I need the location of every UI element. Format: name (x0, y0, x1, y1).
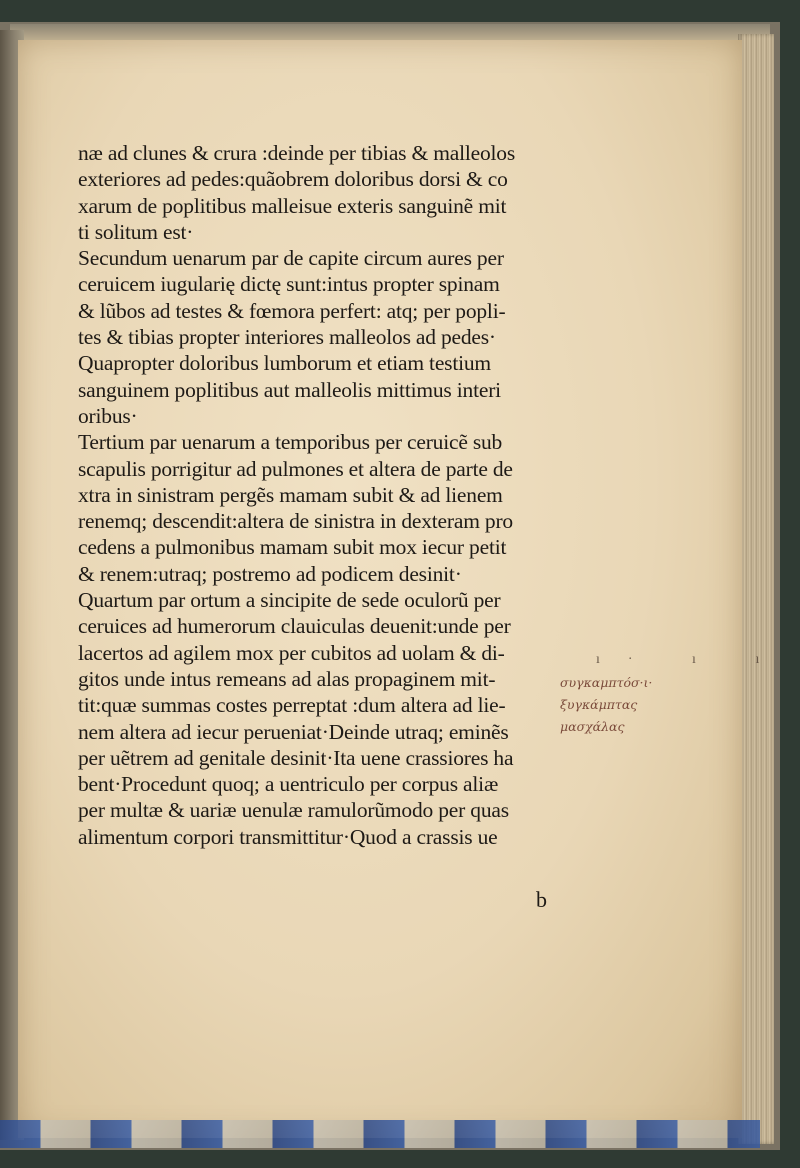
marginal-note-line: μασχάλας (560, 719, 625, 734)
text-line: gitos unde intus remeans ad alas propaginem mit- (78, 666, 496, 691)
text-line: ceruicem iugularię dictę sunt:intus propter spinam (78, 272, 500, 297)
text-line: tit:quæ summas costes perreptat :dum altera ad lie- (78, 693, 506, 718)
color-calibration-strip (0, 1120, 760, 1148)
text-line: xarum de poplitibus malleisue exteris sanguinẽ mit (78, 193, 507, 218)
text-line: næ ad clunes & crura :deinde per tibias & malleolos (78, 141, 515, 165)
text-line: Secundum uenarum par de capite circum aures per (78, 246, 504, 271)
text-line: ti solitum est· (78, 219, 194, 244)
text-line: nem altera ad iecur perueniat·Deinde utraq; eminẽs (78, 719, 509, 744)
text-line: lacertos ad agilem mox per cubitos ad uolam & di- (78, 640, 505, 665)
text-line: tes & tibias propter interiores malleolos ad pedes· (78, 325, 496, 350)
greek-marginal-annotation (560, 672, 700, 738)
text-line: sanguinem poplitibus aut malleolis mittimus interi (78, 377, 501, 402)
text-line: ceruices ad humerorum clauiculas deuenit:unde per (78, 614, 511, 639)
marginal-note-line: συγκαμπτόσ·ι· (560, 675, 653, 690)
book-fore-edge (738, 34, 774, 1144)
catchword: b (536, 887, 547, 912)
text-line: & lũbos ad testes & fœmora perfert: atq; per popli- (78, 298, 506, 323)
text-line: oribus· (78, 403, 138, 428)
text-line: alimentum corpori transmittitur·Quod a crassis ue (78, 824, 498, 849)
text-line: Tertium par uenarum a temporibus per ceruicẽ sub (78, 430, 503, 455)
text-line: cedens a pulmonibus mamam subit mox iecur petit (78, 535, 507, 560)
text-line: Quartum par ortum a sincipite de sede oculorũ per (78, 588, 501, 613)
text-line: renemq; descendit:altera de sinistra in dexteram pro (78, 509, 513, 534)
text-line: per uẽtrem ad genitale desinit·Ita uene crassiores ha (78, 745, 514, 770)
text-line: exteriores ad pedes:quãobrem doloribus dorsi & co (78, 167, 508, 192)
text-line: per multæ & uariæ uenulæ ramulorũmodo per quas (78, 798, 509, 823)
text-line: scapulis porrigitur ad pulmones et altera de parte de (78, 456, 513, 481)
text-line: Quapropter doloribus lumborum et etiam testium (78, 351, 491, 376)
latin-text-block (78, 140, 568, 850)
text-line: & renem:utraq; postremo ad podicem desinit· (78, 561, 462, 586)
margin-tick-marks: ı· ı ı (596, 652, 788, 667)
text-line: xtra in sinistram pergẽs mamam subit & ad lienem (78, 482, 503, 507)
marginal-note-line: ξυγκάμπτας (560, 697, 638, 712)
text-line: bent·Procedunt quoq; a uentriculo per corpus aliæ (78, 772, 499, 797)
